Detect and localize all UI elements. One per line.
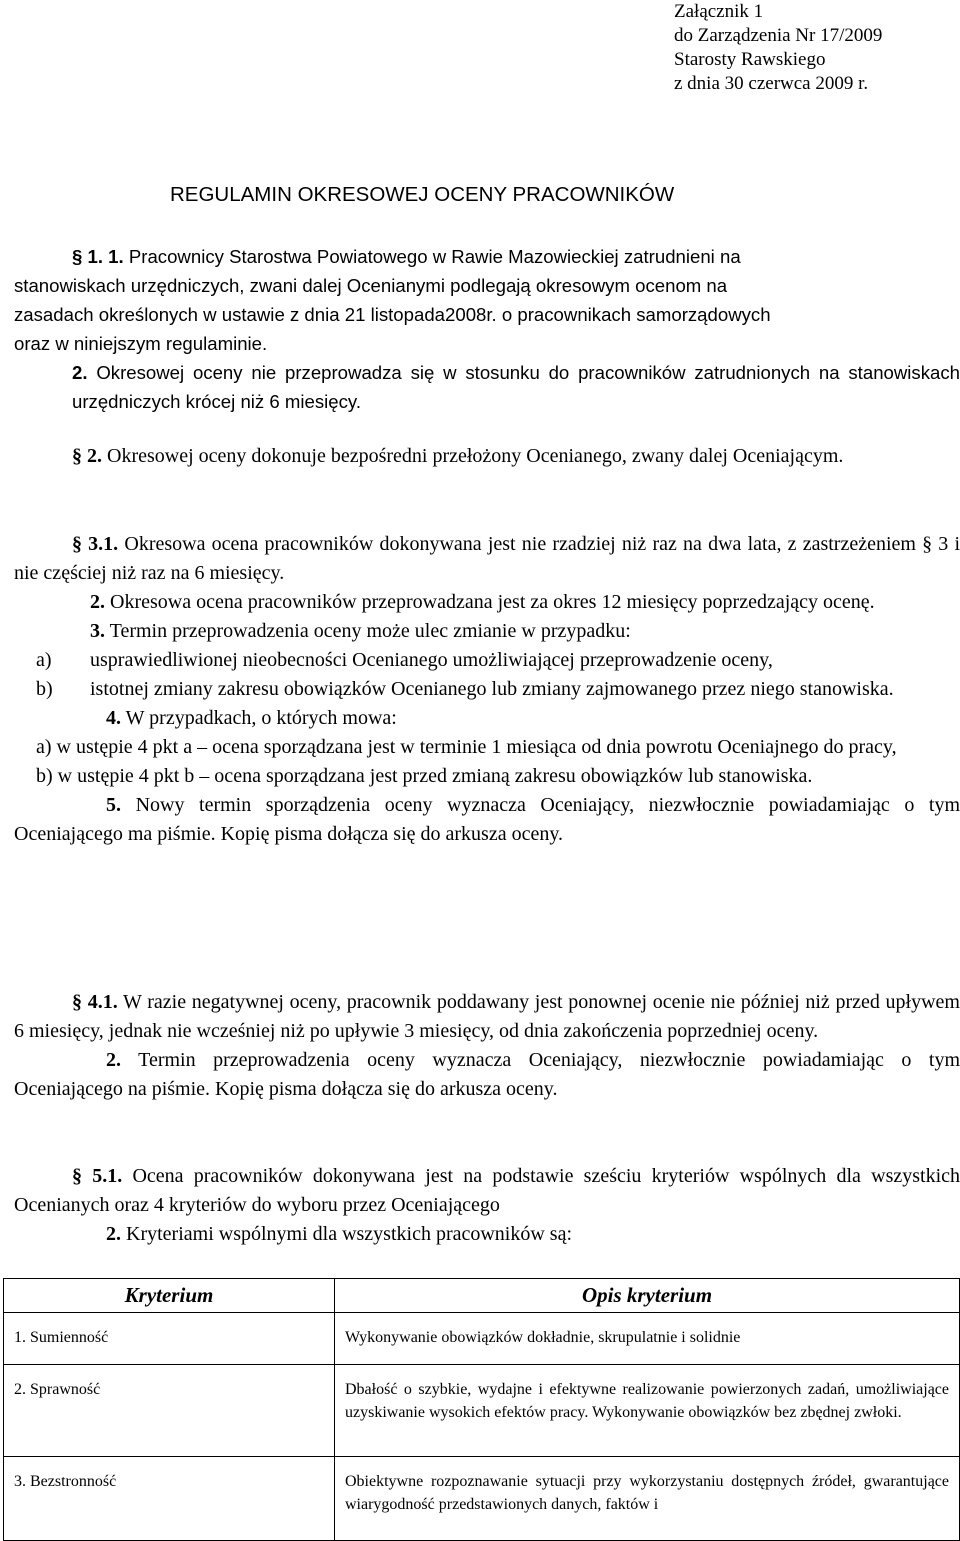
table-row xyxy=(4,1457,960,1541)
criterion-name: 1. Sumienność xyxy=(4,1313,335,1365)
paragraph-text: Okresowej oceny nie przeprowadza się w stosunku do pracowników zatrudnionych na stanowiskach urzędniczych krócej niż 6 miesięcy. xyxy=(72,362,960,412)
paragraph-text: zasadach określonych w ustawie z dnia 21 listopada2008r. o pracownikach samorządowych xyxy=(14,304,771,325)
paragraph-number: 4. xyxy=(106,707,121,729)
paragraph-text: Ocena pracowników dokonywana jest na podstawie sześciu kryteriów wspólnych dla wszystkich Ocenianych oraz 4 kryteriów do wyboru przez Oceniającego xyxy=(14,1165,960,1216)
section-number: § 1. 1. xyxy=(72,246,124,267)
list-item-text: b) w ustępie 4 pkt b – ocena sporządzana jest przed zmianą zakresu obowiązków lub stanowiska. xyxy=(36,765,813,787)
list-item-text: a) w ustępie 4 pkt a – ocena sporządzana jest w terminie 1 miesiąca od dnia powrotu Oceniajnego do pracy, xyxy=(36,736,897,758)
list-item xyxy=(14,733,960,762)
criterion-description: Obiektywne rozpoznawanie sytuacji przy wykorzystaniu dostępnych źródeł, gwarantujące wiarygodność przedstawionych danych, faktów i xyxy=(335,1457,960,1541)
paragraph-text: Okresowa ocena pracowników przeprowadzana jest za okres 12 miesięcy poprzedzający ocenę. xyxy=(110,591,875,613)
section-number: § 4.1. xyxy=(72,991,118,1013)
header-line: do Zarządzenia Nr 17/2009 xyxy=(674,25,883,46)
paragraph-text: W przypadkach, o których mowa: xyxy=(125,707,397,729)
paragraph-text: Kryteriami wspólnymi dla wszystkich pracowników są: xyxy=(126,1223,573,1245)
list-marker: a) xyxy=(36,649,52,671)
paragraph-number: 2. xyxy=(106,1049,121,1071)
criterion-description: Wykonywanie obowiązków dokładnie, skrupulatnie i solidnie xyxy=(335,1313,960,1365)
criterion-name: 2. Sprawność xyxy=(4,1365,335,1457)
attachment-header xyxy=(674,0,882,96)
paragraph-number: 5. xyxy=(106,794,121,816)
section-5 xyxy=(14,1162,960,1249)
paragraph-text: W razie negatywnej oceny, pracownik poddawany jest ponownej ocenie nie później niż przed upływem 6 miesięcy, jednak nie wcześniej niż po upływie 3 miesięcy, od dnia zakończenia poprzedniej oceny. xyxy=(14,991,960,1042)
criteria-table xyxy=(3,1278,960,1541)
section-1 xyxy=(14,242,960,416)
paragraph-text: Nowy termin sporządzenia oceny wyznacza Oceniający, niezwłocznie powiadamiając o tym Oceniającego ma piśmie. Kopię pisma dołącza się do arkusza oceny. xyxy=(14,794,960,845)
table-row xyxy=(4,1313,960,1365)
paragraph-number: 2. xyxy=(106,1223,121,1245)
table-header-row xyxy=(4,1279,960,1313)
paragraph-number: 3. xyxy=(90,620,105,642)
list-item xyxy=(14,675,960,704)
paragraph-text: Okresowej oceny dokonuje bezpośredni przełożony Ocenianego, zwany dalej Oceniającym. xyxy=(107,445,844,467)
list-item-text: usprawiedliwionej nieobecności Ocenianego umożliwiającej przeprowadzenie oceny, xyxy=(90,649,773,671)
paragraph-text: stanowiskach urzędniczych, zwani dalej Ocenianymi podlegają okresowym ocenom na xyxy=(14,275,728,296)
list-item-text: istotnej zmiany zakresu obowiązków Ocenianego lub zmiany zajmowanego przez niego stanowiska. xyxy=(90,678,894,700)
criterion-name: 3. Bezstronność xyxy=(4,1457,335,1541)
table-row xyxy=(4,1365,960,1457)
paragraph-number: 2. xyxy=(72,362,88,383)
section-2 xyxy=(14,442,960,471)
section-4 xyxy=(14,988,960,1104)
criterion-description: Dbałość o szybkie, wydajne i efektywne realizowanie powierzonych zadań, umożliwiające uzyskiwanie wysokich efektów pracy. Wykonywanie obowiązków bez zbędnej zwłoki. xyxy=(335,1365,960,1457)
column-header: Kryterium xyxy=(4,1279,335,1313)
header-line: Załącznik 1 xyxy=(674,1,764,22)
document-title: REGULAMIN OKRESOWEJ OCENY PRACOWNIKÓW xyxy=(170,183,675,206)
paragraph-text: Okresowa ocena pracowników dokonywana jest nie rzadziej niż raz na dwa lata, z zastrzeżeniem § 3 i nie częściej niż raz na 6 miesięcy. xyxy=(14,533,960,584)
column-header: Opis kryterium xyxy=(335,1279,960,1313)
list-item xyxy=(14,762,960,791)
list-item xyxy=(14,646,960,675)
section-number: § 2. xyxy=(72,445,102,467)
section-3 xyxy=(14,530,960,849)
paragraph-text: Termin przeprowadzenia oceny może ulec zmianie w przypadku: xyxy=(109,620,631,642)
paragraph-number: 2. xyxy=(90,591,105,613)
paragraph-text: Termin przeprowadzenia oceny wyznacza Oceniający, niezwłocznie powiadamiając o tym Oceniającego na piśmie. Kopię pisma dołącza się do arkusza oceny. xyxy=(14,1049,960,1100)
paragraph-text: oraz w niniejszym regulaminie. xyxy=(14,333,268,354)
header-line: z dnia 30 czerwca 2009 r. xyxy=(674,73,869,94)
list-marker: b) xyxy=(36,678,53,700)
section-number: § 5.1. xyxy=(72,1165,123,1187)
header-line: Starosty Rawskiego xyxy=(674,49,826,70)
section-number: § 3.1. xyxy=(72,533,119,555)
paragraph-text: Pracownicy Starostwa Powiatowego w Rawie Mazowieckiej zatrudnieni na xyxy=(128,246,741,267)
